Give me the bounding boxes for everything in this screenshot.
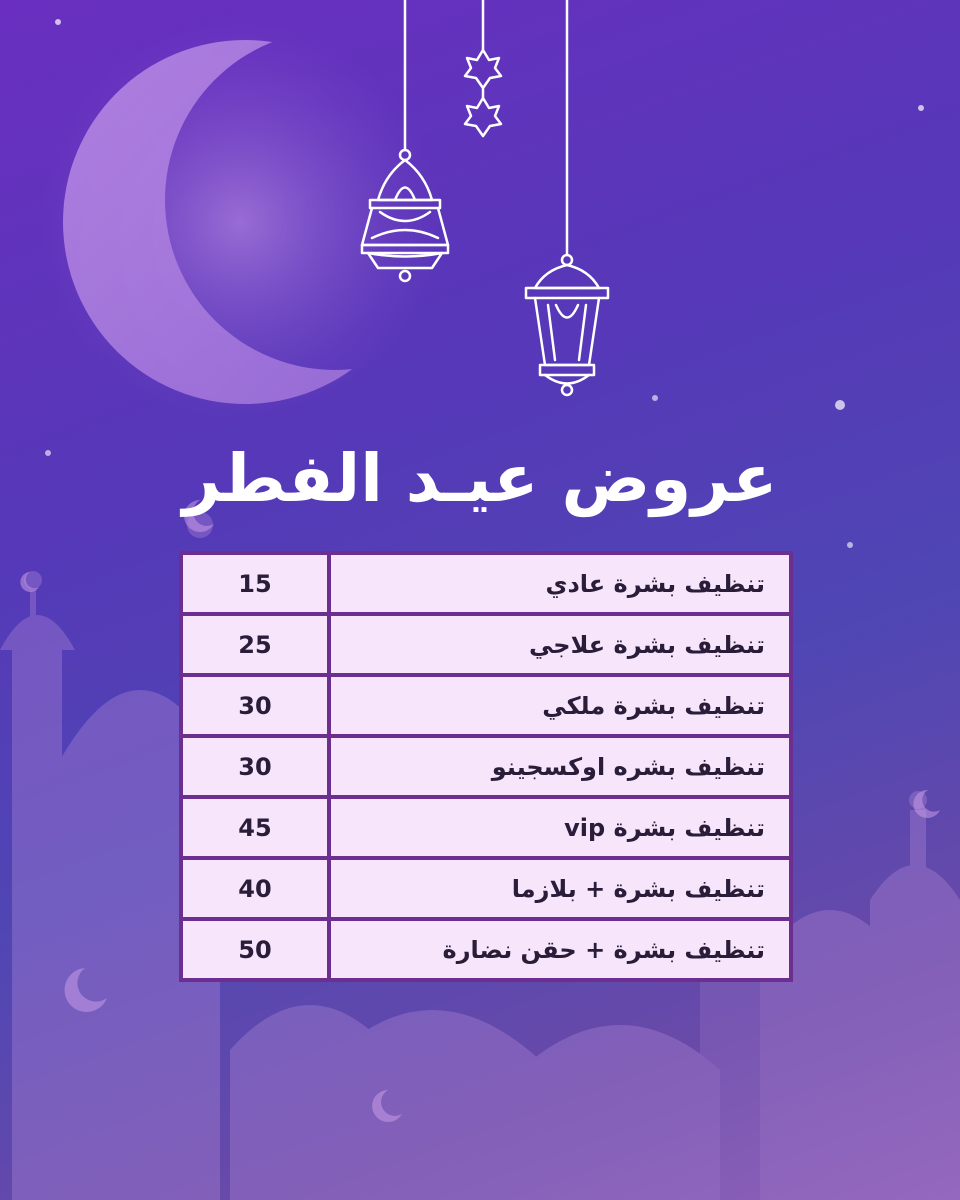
- service-name: تنظيف بشرة vip: [329, 797, 791, 858]
- crescent-moon-icon: [40, 22, 440, 422]
- table-row: [181, 858, 791, 919]
- service-price: 50: [181, 919, 329, 980]
- service-name: تنظيف بشرة + حقن نضارة: [329, 919, 791, 980]
- service-price: 15: [181, 553, 329, 614]
- table-row: [181, 614, 791, 675]
- service-name: تنظيف بشرة ملكي: [329, 675, 791, 736]
- price-table: [179, 551, 793, 982]
- service-name: تنظيف بشرة + بلازما: [329, 858, 791, 919]
- table-row: [181, 736, 791, 797]
- service-price: 30: [181, 675, 329, 736]
- table-row: [181, 797, 791, 858]
- table-row: [181, 675, 791, 736]
- star-ornament-icon: [465, 0, 501, 136]
- service-name: تنظيف بشرة علاجي: [329, 614, 791, 675]
- table-row: [181, 919, 791, 980]
- page-title: عروض عيـد الفطر: [182, 440, 778, 517]
- service-name: تنظيف بشره اوكسجينو: [329, 736, 791, 797]
- service-price: 25: [181, 614, 329, 675]
- service-price: 30: [181, 736, 329, 797]
- service-price: 45: [181, 797, 329, 858]
- service-price: 40: [181, 858, 329, 919]
- service-name: تنظيف بشرة عادي: [329, 553, 791, 614]
- table-row: [181, 553, 791, 614]
